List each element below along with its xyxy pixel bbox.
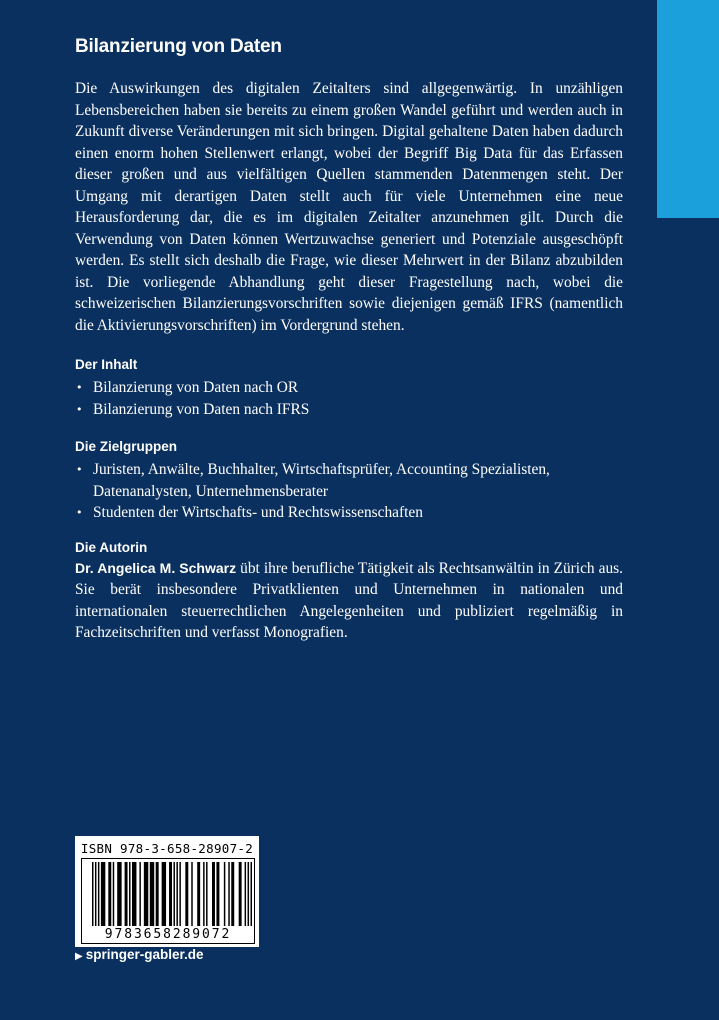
accent-bar <box>657 0 719 218</box>
author-bio <box>75 558 623 644</box>
section-heading-autorin: Die Autorin <box>75 539 148 555</box>
list-item: • Bilanzierung von Daten nach IFRS <box>75 399 623 421</box>
author-name: Dr. Angelica M. Schwarz <box>75 559 237 576</box>
list-item: • Bilanzierung von Daten nach OR <box>75 377 623 399</box>
bullet-icon: • <box>76 463 83 476</box>
barcode-frame <box>81 858 255 944</box>
barcode-bar <box>139 862 140 926</box>
barcode-bar <box>169 862 172 926</box>
barcode-bar <box>132 862 136 926</box>
barcode-bar <box>150 862 154 926</box>
barcode-bar <box>206 862 207 926</box>
barcode-bar <box>185 862 188 926</box>
triangle-right-icon: ▶ <box>75 951 83 962</box>
publisher-url: springer-gabler.de <box>85 947 204 962</box>
barcode-bar <box>191 862 192 926</box>
barcode-bar <box>101 862 105 926</box>
barcode-bar <box>212 862 215 926</box>
barcode-bar <box>203 862 204 926</box>
barcode-bar <box>228 862 229 926</box>
barcode-bar <box>108 862 111 926</box>
barcode-bar <box>162 862 166 926</box>
barcode-bar <box>173 862 174 926</box>
barcode-bar <box>125 862 128 926</box>
barcode-bar <box>251 862 252 926</box>
barcode-bar <box>129 862 130 926</box>
book-title: Bilanzierung von Daten <box>75 36 282 57</box>
barcode-bar <box>95 862 96 926</box>
barcode-bar <box>245 862 246 926</box>
barcode-bar <box>176 862 177 926</box>
barcode-bar <box>231 862 234 926</box>
ean-digits: 9783658289072 <box>104 927 232 942</box>
bullet-icon: • <box>76 506 83 519</box>
inhalt-list <box>75 377 623 420</box>
section-heading-inhalt: Der Inhalt <box>75 357 138 372</box>
abstract-text: Die Auswirkungen des digitalen Zeitalters sind allgegenwärtig. In unzähligen Lebensbereichen haben sie bereits zu einem großen Wandel geführt und werden auch in Zukunft diverse Veränderungen mit sich bringen. Digital gehaltene Daten haben dadurch einen enorm hohen Stellenwert erlangt, wobei der Begriff Big Data für das Erfassen dieser großen und aus vielfältigen Quellen stammenden Datenmengen steht. Der Umgang mit derartigen Daten stellt auch für viele Unternehmen eine neue Herausforderung dar, die es im digitalen Zeitalter anzunehmen gilt. Durch die Verwendung von Daten können Wertzuwachse generiert und Potenziale ausgeschöpft werden. Es stellt sich deshalb die Frage, wie dieser Mehrwert in der Bilanz abzubilden ist. Die vorliegende Abhandlung geht dieser Fragestellung nach, wobei die schweizerischen Bilanzierungsvorschriften sowie diejenigen gemäß IFRS (namentlich die Aktivierungsvorschriften) im Vordergrund stehen. <box>75 80 623 334</box>
section-heading-zielgruppen: Die Zielgruppen <box>75 439 178 454</box>
barcode-bar <box>248 862 249 926</box>
barcode-bars <box>92 862 252 926</box>
barcode-bar <box>197 862 200 926</box>
barcode-bar <box>117 862 121 926</box>
barcode-bar <box>156 862 159 926</box>
barcode-bar <box>144 862 148 926</box>
author-bio-text: übt ihre berufliche Tätigkeit als Rechtsanwältin in Zürich aus. Sie berät insbesondere Privatklienten und Unternehmen in nationalen und internationalen steuerrechtlichen Angelegenheiten und publiziert regelmäßig in Fachzeitschriften und verfasst Monografien. <box>75 559 623 641</box>
back-cover-content <box>75 36 623 644</box>
barcode-bar <box>92 862 93 926</box>
barcode-bar <box>224 862 225 926</box>
isbn-number: ISBN 978-3-658-28907-2 <box>80 841 254 856</box>
barcode-bar <box>216 862 219 926</box>
zielgruppen-list <box>75 459 623 524</box>
barcode-bar <box>179 862 180 926</box>
isbn-barcode <box>75 836 259 947</box>
bullet-icon: • <box>76 381 83 394</box>
barcode-bar <box>239 862 242 926</box>
barcode-bar <box>98 862 99 926</box>
bullet-icon: • <box>76 402 83 416</box>
publisher-link[interactable] <box>75 947 204 962</box>
barcode-bar <box>113 862 114 926</box>
list-item: • Studenten der Wirtschafts- und Rechtswissenschaften <box>75 502 623 524</box>
list-item: • Juristen, Anwälte, Buchhalter, Wirtschaftsprüfer, Accounting Spezialisten, Datenanalysten, Unternehmensberater <box>76 461 550 500</box>
